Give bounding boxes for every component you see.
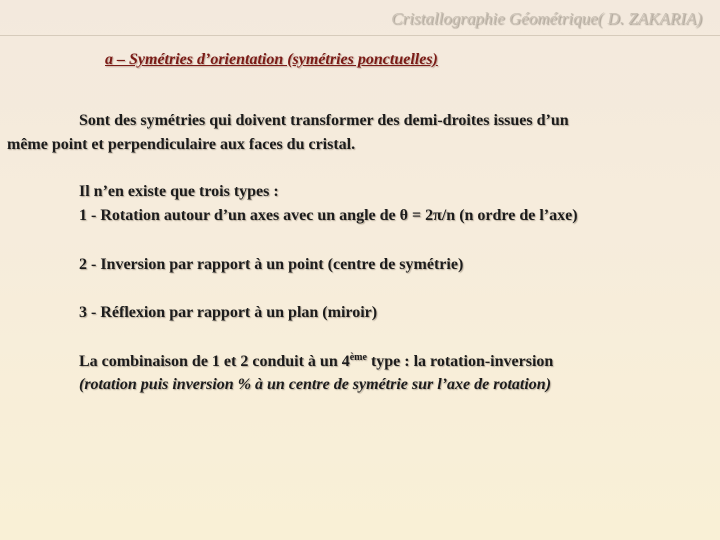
combination-prefix: La combinaison de 1 et 2 conduit à un 4 xyxy=(79,353,350,370)
combination-line-1 xyxy=(79,352,553,371)
header-divider xyxy=(0,35,720,36)
paragraph-line-2: même point et perpendiculaire aux faces du cristal. xyxy=(7,136,356,153)
type-item-rotation: 1 - Rotation autour d’un axes avec un angle de θ = 2π/n (n ordre de l’axe) xyxy=(79,207,578,224)
header-title: Cristallographie Géométrique( D. ZAKARIA) xyxy=(391,9,702,28)
type-item-inversion: 2 - Inversion par rapport à un point (centre de symétrie) xyxy=(79,256,464,273)
paragraph-line-1: Sont des symétries qui doivent transformer des demi-droites issues d’un xyxy=(79,112,569,129)
section-title: a – Symétries d’orientation (symétries ponctuelles) xyxy=(105,51,438,68)
combination-line-2: (rotation puis inversion % à un centre de symétrie sur l’axe de rotation) xyxy=(79,376,552,393)
types-intro: Il n’en existe que trois types : xyxy=(79,183,279,200)
combination-superscript: ème xyxy=(349,352,367,363)
combination-suffix: type : la rotation-inversion xyxy=(366,353,554,370)
type-item-reflection: 3 - Réflexion par rapport à un plan (miroir) xyxy=(79,304,378,321)
